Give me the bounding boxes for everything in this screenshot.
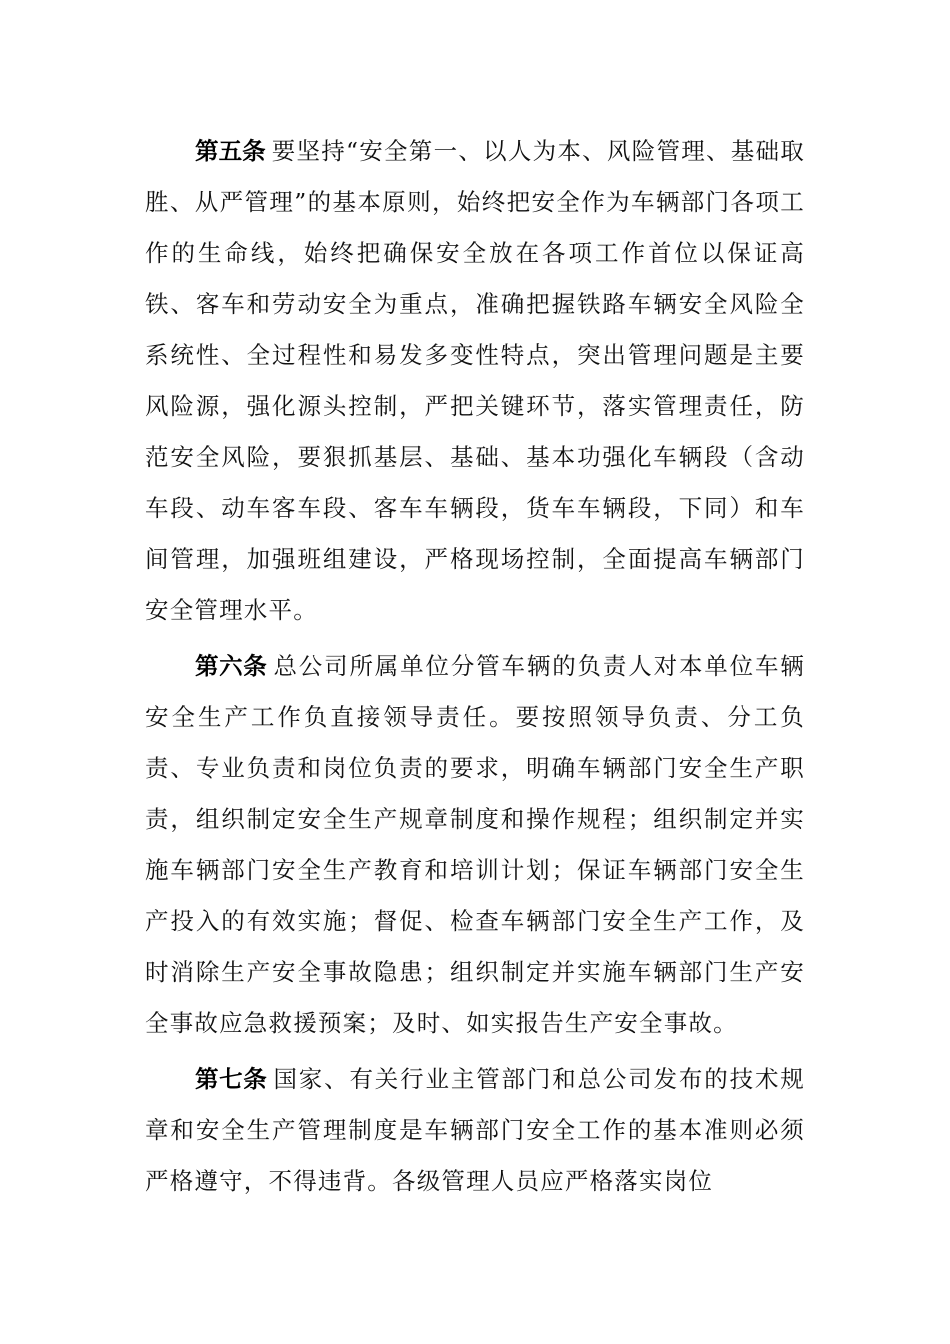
- article-5-body: 要坚持“安全第一、以人为本、风险管理、基础取胜、从严管理”的基本原则，始终把安全作为车辆部门各项工作的生命线，始终把确保安全放在各项工作首位以保证高铁、客车和劳动安全为重点，准确把握铁路车辆安全风险全系统性、全过程性和易发多变性特点，突出管理问题是主要风险源，强化源头控制，严把关键环节，落实管理责任，防范安全风险，要狠抓基层、基础、基本功强化车辆段（含动车段、动车客车段、客车车辆段，货车车辆段，下同）和车间管理，加强班组建设，严格现场控制，全面提高车辆部门安全管理水平。: [145, 137, 805, 624]
- article-6: [145, 641, 805, 1049]
- article-7-heading: 第七条: [195, 1065, 268, 1093]
- article-5-heading: 第五条: [195, 137, 266, 165]
- document-body: [145, 126, 805, 1212]
- article-5: [145, 126, 805, 636]
- article-7: [145, 1054, 805, 1207]
- article-6-heading: 第六条: [195, 652, 268, 680]
- article-6-body: 总公司所属单位分管车辆的负责人对本单位车辆安全生产工作负直接领导责任。要按照领导负责、分工负责、专业负责和岗位负责的要求，明确车辆部门安全生产职责，组织制定安全生产规章制度和操作规程；组织制定并实施车辆部门安全生产教育和培训计划；保证车辆部门安全生产投入的有效实施；督促、检查车辆部门安全生产工作，及时消除生产安全事故隐患；组织制定并实施车辆部门生产安全事故应急救援预案；及时、如实报告生产安全事故。: [145, 652, 806, 1037]
- article-7-body: 国家、有关行业主管部门和总公司发布的技术规章和安全生产管理制度是车辆部门安全工作的基本准则必须严格遵守，不得违背。各级管理人员应严格落实岗位: [145, 1065, 806, 1195]
